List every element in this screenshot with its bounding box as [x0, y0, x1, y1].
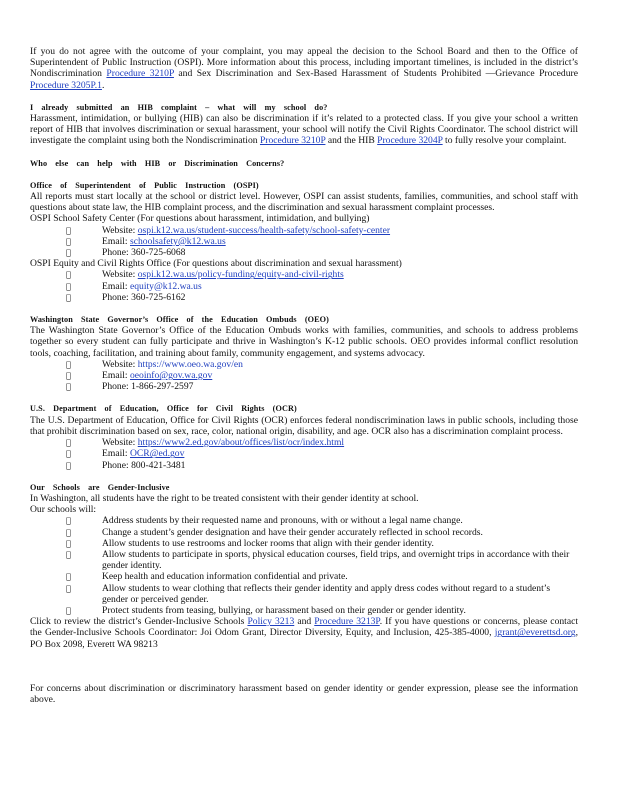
ospi-safety-center: OSPI School Safety Center (For questions about harassment, intimidation, and bullying): [30, 213, 370, 225]
list-item: [30, 605, 578, 616]
list-item: [30, 571, 578, 582]
list-item: [30, 538, 578, 549]
oeo-website-link[interactable]: https://www.oeo.wa.gov/en: [137, 358, 243, 370]
ocr-website-link[interactable]: https://www2.ed.gov/about/offices/list/ocr/index.html: [137, 437, 345, 449]
list-item: [30, 437, 578, 448]
ospi-safety-list: [30, 225, 578, 259]
appeal-paragraph: [30, 46, 578, 91]
bullet-icon: [66, 247, 71, 258]
item-text: Address students by their requested name and pronouns, with or without a legal name change.: [102, 515, 463, 527]
ospi-equity-list: [30, 269, 578, 303]
oeo-phone: 1-866-297-2597: [131, 381, 194, 393]
item-label: Website:: [102, 269, 136, 281]
bullet-icon: [66, 549, 71, 560]
item-label: Email:: [102, 448, 128, 460]
hib-heading: I already submitted an HIB complaint – what will my school do?: [30, 102, 328, 112]
list-item: [30, 549, 578, 571]
item-label: Email:: [102, 280, 128, 292]
bullet-icon: [66, 571, 71, 582]
gender-list: [30, 515, 578, 616]
closing-text: Click to review the district’s Gender-Inclusive Schools: [30, 616, 245, 628]
list-item: [30, 247, 578, 258]
bullet-icon: [66, 515, 71, 526]
procedure-3210p-link[interactable]: Procedure 3210P: [106, 68, 174, 80]
final-paragraph: For concerns about discrimination or discriminatory harassment based on gender identity or gender expression, please see the information above.: [30, 682, 578, 705]
hib-text-3: to fully resolve your complaint.: [445, 135, 567, 147]
procedure-3204p-link[interactable]: Procedure 3204P: [377, 135, 443, 147]
list-item: [30, 359, 578, 370]
oeo-email-link[interactable]: oeoinfo@gov.wa.gov: [129, 370, 213, 382]
bullet-icon: [66, 583, 71, 594]
bullet-icon: [66, 281, 71, 292]
list-item: [30, 236, 578, 247]
item-text: Protect students from teasing, bullying, or harassment based on their gender or gender identity.: [102, 604, 466, 616]
list-item: [30, 269, 578, 280]
jgrant-email-link[interactable]: jgrant@everettsd.org: [494, 627, 576, 639]
ocr-paragraph: The U.S. Department of Education, Office for Civil Rights (OCR) enforces federal nondiscrimination laws in public schools, including those that prohibit discrimination based on sex, race, color, national origin, disability, and age. OCR also has a discrimination complaint process.: [30, 414, 578, 437]
list-item: [30, 583, 578, 605]
ocr-heading: U.S. Department of Education, Office for Civil Rights (OCR): [30, 404, 297, 414]
appeal-text: If you do not agree with the outcome of your complaint, you may appeal the decision to the School Board and then to the Office of Superintendent of Public Instruction (OSPI). More information about this process, including important timelines, is included in the district’s Nondiscrimination: [30, 46, 578, 80]
list-item: [30, 460, 578, 471]
item-text: Allow students to wear clothing that reflects their gender identity and apply dress codes without regard to a student’s gender or perceived gender.: [102, 582, 551, 605]
procedure-3205p1-link[interactable]: Procedure 3205P.1: [30, 79, 102, 91]
bullet-icon: [66, 292, 71, 303]
item-label: Email:: [102, 235, 128, 247]
closing-text-3: , PO Box 2098, Everett WA 98213: [30, 627, 579, 650]
list-item: [30, 225, 578, 236]
item-label: Phone:: [102, 291, 129, 303]
closing-text-2: . If you have questions or concerns, please contact the Gender-Inclusive Schools Coordinator: Joi Odom Grant, Director Diversity, Equity, and Inclusion, 425-385-4000,: [30, 616, 579, 639]
bullet-icon: [66, 236, 71, 247]
policy-3213-link[interactable]: Policy 3213: [247, 616, 295, 628]
item-label: Website:: [102, 437, 136, 449]
oeo-paragraph: The Washington State Governor’s Office of the Education Ombuds works with families, communities, and schools to address problems together so every student can fully participate and thrive in Washington’s K-12 public schools. OEO provides informal conflict resolution tools, coaching, facilitation, and training about family, community engagement, and systems advocacy.: [30, 325, 578, 359]
hib-text-2: and the HIB: [327, 135, 375, 147]
hib-text: Harassment, intimidation, or bullying (HIB) can also be discrimination if it’s related to a protected class. If you give your school a written report of HIB that involves discrimination or sexual harassment, your school will notify the Civil Rights Coordinator. The school district will investigate the complaint using both the Nondiscrimination: [30, 113, 578, 147]
ospi-safety-phone: 360-725-6068: [131, 247, 186, 259]
document-page: [30, 46, 578, 705]
item-text: Keep health and education information confidential and private.: [102, 571, 348, 583]
bullet-icon: [66, 269, 71, 280]
list-item: [30, 281, 578, 292]
list-item: [30, 448, 578, 459]
item-text: Allow students to use restrooms and locker rooms that align with their gender identity.: [102, 537, 434, 549]
ospi-equity-office: OSPI Equity and Civil Rights Office (For questions about discrimination and sexual harassment): [30, 258, 402, 270]
closing-and: and: [297, 616, 312, 628]
list-item: [30, 370, 578, 381]
ocr-email-link[interactable]: OCR@ed.gov: [129, 448, 185, 460]
who-else-heading: Who else can help with HIB or Discrimination Concerns?: [30, 158, 285, 168]
hib-paragraph: [30, 113, 578, 147]
gender-paragraph: In Washington, all students have the right to be treated consistent with their gender identity at school.: [30, 492, 419, 504]
item-label: Phone:: [102, 381, 129, 393]
bullet-icon: [66, 359, 71, 370]
gender-closing-paragraph: [30, 616, 578, 650]
bullet-icon: [66, 437, 71, 448]
period: .: [101, 79, 105, 91]
item-label: Email:: [102, 370, 128, 382]
bullet-icon: [66, 527, 71, 538]
ocr-list: [30, 437, 578, 471]
ospi-equity-phone: 360-725-6162: [131, 291, 186, 303]
item-label: Website:: [102, 358, 136, 370]
list-item: [30, 292, 578, 303]
item-text: Change a student’s gender designation and have their gender accurately reflected in school records.: [102, 526, 483, 538]
list-item: [30, 515, 578, 526]
bullet-icon: [66, 370, 71, 381]
list-item: [30, 527, 578, 538]
item-label: Phone:: [102, 459, 129, 471]
item-label: Phone:: [102, 247, 129, 259]
bullet-icon: [66, 381, 71, 392]
oeo-list: [30, 359, 578, 393]
our-schools-will: Our schools will:: [30, 504, 97, 516]
item-text: Allow students to participate in sports, physical education courses, field trips, and overnight trips in accordance with their gender identity.: [102, 548, 570, 572]
ospi-equity-email[interactable]: equity@k12.wa.us: [129, 280, 202, 292]
ocr-phone: 800-421-3481: [131, 459, 186, 471]
bullet-icon: [66, 538, 71, 549]
bullet-icon: [66, 460, 71, 471]
item-label: Website:: [102, 224, 136, 236]
bullet-icon: [66, 225, 71, 236]
oeo-heading: Washington State Governor’s Office of the Education Ombuds (OEO): [30, 315, 329, 325]
appeal-text-2: and Sex Discrimination and Sex-Based Harassment of Students Prohibited —Grievance Procedure: [178, 68, 578, 80]
bullet-icon: [66, 605, 71, 616]
bullet-icon: [66, 448, 71, 459]
gender-inclusive-heading: Our Schools are Gender-Inclusive: [30, 482, 170, 492]
ospi-safety-website-link[interactable]: ospi.k12.wa.us/student-success/health-safety/school-safety-center: [137, 224, 391, 236]
procedure-3213p-link[interactable]: Procedure 3213P: [314, 616, 380, 628]
procedure-3210p-link-2[interactable]: Procedure 3210P: [259, 135, 326, 147]
list-item: [30, 381, 578, 392]
ospi-safety-email-link[interactable]: schoolsafety@k12.wa.us: [129, 235, 226, 247]
ospi-equity-website-link[interactable]: ospi.k12.wa.us/policy-funding/equity-and-civil-rights: [137, 269, 344, 281]
ospi-paragraph: All reports must start locally at the school or district level. However, OSPI can assist students, families, communities, and school staff with questions about state law, the HIB complaint process, and the discrimination and sexual harassment complaint processes.: [30, 191, 578, 214]
ospi-heading: Office of Superintendent of Public Instruction (OSPI): [30, 180, 259, 190]
